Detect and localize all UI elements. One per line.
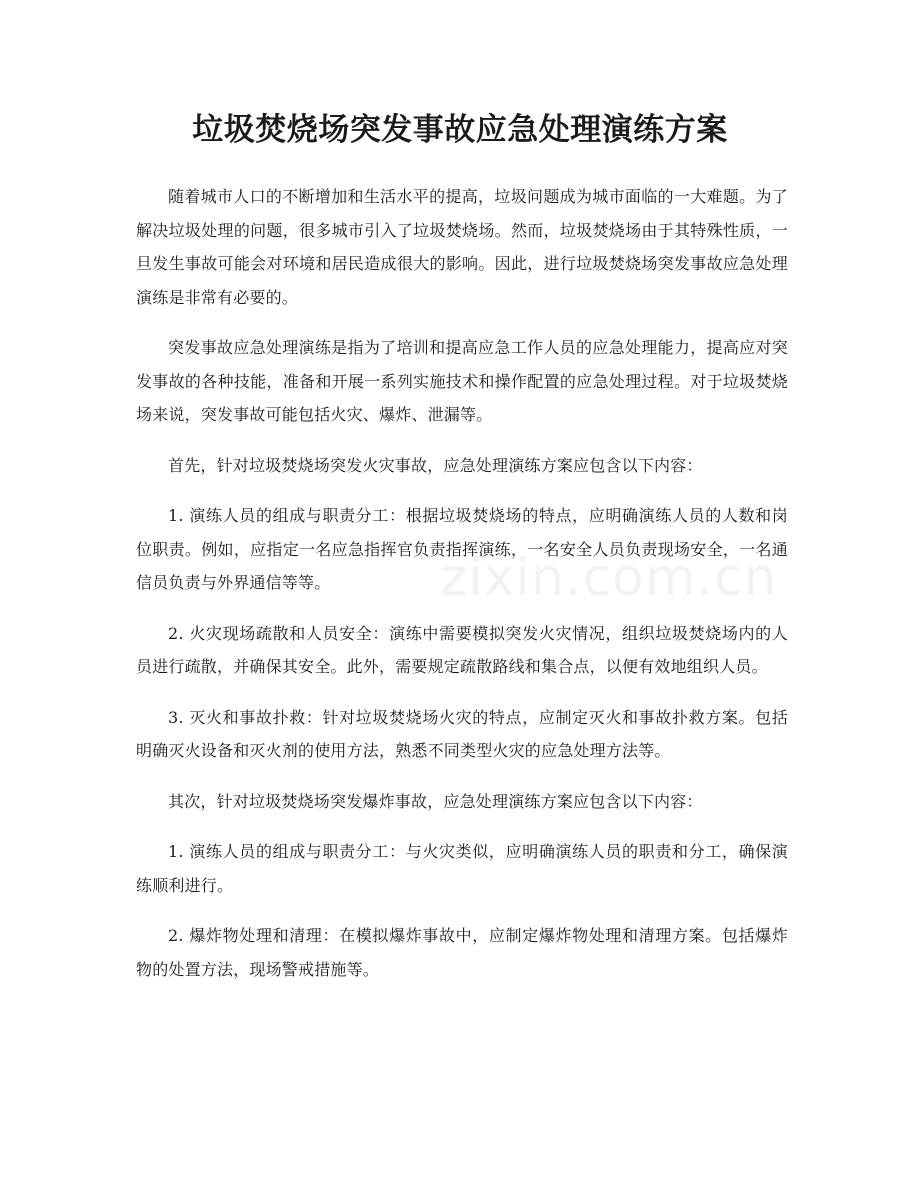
paragraph: 突发事故应急处理演练是指为了培训和提高应急工作人员的应急处理能力，提高应对突发事故的各种技能，准备和开展一系列实施技术和操作配置的应急处理过程。对于垃圾焚烧场来说，突发事故可能包括火灾、爆炸、泄漏等。 bbox=[136, 338, 788, 424]
paragraph: 首先，针对垃圾焚烧场突发火灾事故，应急处理演练方案应包含以下内容： bbox=[168, 455, 703, 475]
document-body bbox=[136, 180, 788, 1003]
paragraph: 随着城市人口的不断增加和生活水平的提高，垃圾问题成为城市面临的一大难题。为了解决垃圾处理的问题，很多城市引入了垃圾焚烧场。然而，垃圾焚烧场由于其特殊性质，一旦发生事故可能会对环境和居民造成很大的影响。因此，进行垃圾焚烧场突发事故应急处理演练是非常有必要的。 bbox=[136, 187, 788, 307]
document-title: 垃圾焚烧场突发事故应急处理演练方案 bbox=[192, 112, 728, 148]
paragraph: 3. 灭火和事故扑救：针对垃圾焚烧场火灾的特点，应制定灭火和事故扑救方案。包括明确灭火设备和灭火剂的使用方法，熟悉不同类型火灾的应急处理方法等。 bbox=[136, 707, 788, 760]
paragraph: 其次，针对垃圾焚烧场突发爆炸事故，应急处理演练方案应包含以下内容： bbox=[168, 791, 703, 811]
paragraph: 1. 演练人员的组成与职责分工：根据垃圾焚烧场的特点，应明确演练人员的人数和岗位职责。例如，应指定一名应急指挥官负责指挥演练，一名安全人员负责现场安全，一名通信员负责与外界通信等等。 bbox=[136, 506, 788, 592]
watermark: zixin.com.cn bbox=[440, 548, 778, 608]
paragraph: 1. 演练人员的组成与职责分工：与火灾类似，应明确演练人员的职责和分工，确保演练顺利进行。 bbox=[136, 842, 788, 895]
paragraph: 2. 爆炸物处理和清理：在模拟爆炸事故中，应制定爆炸物处理和清理方案。包括爆炸物的处置方法，现场警戒措施等。 bbox=[136, 926, 788, 979]
paragraph: 2. 火灾现场疏散和人员安全：演练中需要模拟突发火灾情况，组织垃圾焚烧场内的人员进行疏散，并确保其安全。此外，需要规定疏散路线和集合点，以便有效地组织人员。 bbox=[136, 623, 788, 676]
